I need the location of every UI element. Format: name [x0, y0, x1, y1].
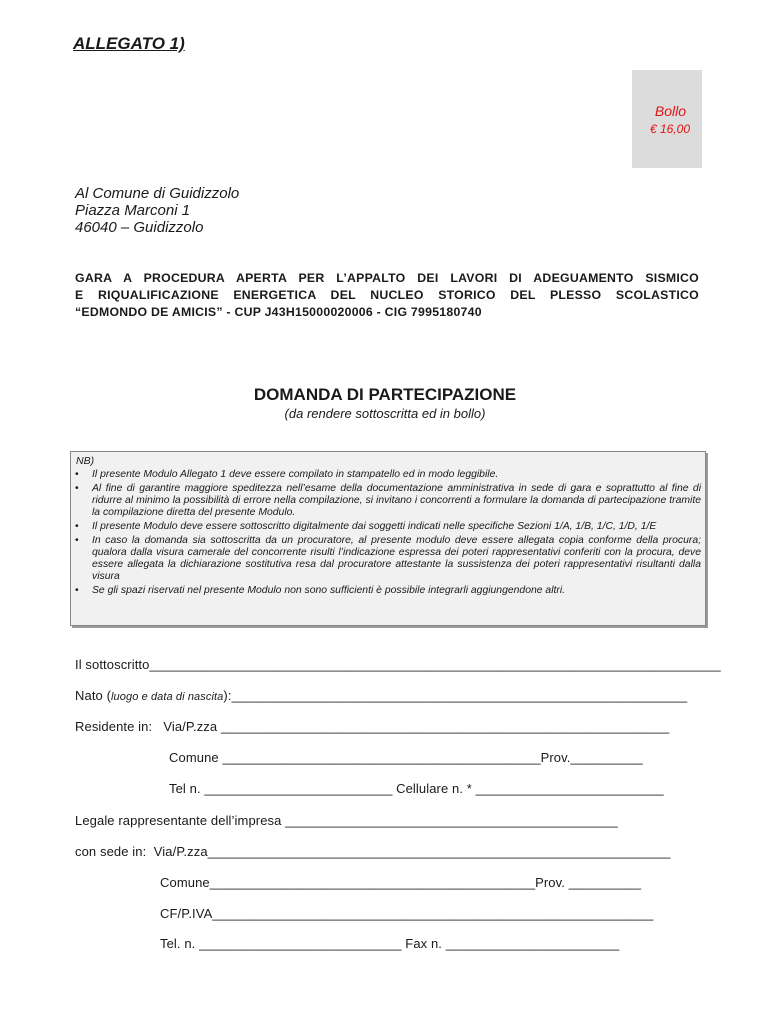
fill-line: _____________________________________________________________ [212, 906, 654, 921]
fill-line: __________ [568, 875, 642, 890]
note-item [75, 483, 701, 519]
fill-line: __________ [570, 750, 643, 765]
note-text: Se gli spazi riservati nel presente Modulo non sono sufficienti è possibile integrarli aggiungendone altri. [92, 585, 566, 596]
tender-title [75, 270, 699, 321]
field-tel[interactable] [169, 781, 664, 796]
notes-box [70, 451, 706, 626]
note-text: Al fine di garantire maggiore speditezza nell’esame della documentazione amministrativa in sede di gara e soprattutto al fine di ridurre al minimo la possibilità di errore nella compilazione, si invitano i concorrenti a formulare la domanda di partecipazione tramite la compilazione diretta del presente Modulo. [92, 483, 701, 518]
document-title: DOMANDA DI PARTECIPAZIONE [253, 385, 517, 404]
field-label: Fax n. [405, 936, 443, 951]
recipient-line: Al Comune di Guidizzolo [75, 185, 240, 202]
field-label: Residente in: [75, 719, 153, 734]
fill-line: ______________________________________________ [285, 813, 618, 828]
note-item [75, 469, 701, 481]
field-legale[interactable] [75, 813, 618, 828]
fill-line: __________________________ [204, 781, 393, 796]
field-residente[interactable] [75, 719, 669, 734]
fill-line: __________________________ [475, 781, 664, 796]
bullet-icon: • [75, 521, 79, 532]
note-text: In caso la domanda sia sottoscritta da un procuratore, al presente modulo deve essere allegata copia conforme della procura; qualora dalla visura camerale del concorrente risulti l’indicazione espressa dei poteri rappresentativi conferiti con la procura, deve essere allegata la dichiarazione sostitutiva resa dal procuratore attestante la sussistenza dei poteri rappresentativi risultanti dalla visura [92, 535, 701, 582]
field-label: Via/P.zza [163, 719, 218, 734]
field-label: Comune [169, 750, 219, 765]
bullet-icon: • [75, 469, 79, 480]
field-label: Nato ( [75, 688, 112, 703]
note-text: Il presente Modulo Allegato 1 deve essere compilato in stampatello ed in modo leggibile. [92, 469, 499, 480]
note-item [75, 585, 701, 597]
tender-title-line: E RIQUALIFICAZIONE ENERGETICA DEL NUCLEO STORICO DEL PLESSO SCOLASTICO [75, 288, 699, 302]
bollo-amount: € 16,00 [649, 122, 690, 136]
field-label: Prov. [540, 750, 571, 765]
field-sede-tel[interactable] [160, 936, 619, 951]
bollo-label: Bollo [654, 103, 686, 119]
field-comune[interactable] [169, 750, 643, 765]
field-sottoscritto[interactable] [75, 657, 721, 672]
document-subtitle: (da rendere sottoscritta ed in bollo) [284, 406, 486, 421]
field-hint: luogo e data di nascita [111, 691, 224, 703]
notes-title: NB) [76, 455, 95, 467]
tender-title-line: “EDMONDO DE AMICIS” - CUP J43H15000020006 - CIG 7995180740 [75, 305, 482, 319]
recipient-address [75, 185, 239, 236]
field-label: Legale rappresentante dell’impresa [75, 813, 282, 828]
fill-line: ______________________________________________________________ [220, 719, 670, 734]
field-sede-comune[interactable] [160, 875, 641, 890]
field-sede[interactable] [75, 844, 670, 859]
field-cf[interactable] [160, 906, 653, 921]
field-label: Prov. [535, 875, 565, 890]
fill-line: ________________________ [445, 936, 620, 951]
field-label: Comune [160, 875, 210, 890]
bullet-icon: • [75, 585, 79, 596]
bollo-stamp-box [632, 70, 702, 168]
field-label: Via/P.zza [153, 844, 208, 859]
note-item [75, 535, 701, 583]
fill-line: _______________________________________________________________ [231, 688, 688, 703]
notes-list [75, 469, 701, 599]
recipient-line: 46040 – Guidizzolo [75, 219, 204, 236]
field-label: Il sottoscritto [75, 657, 150, 672]
bullet-icon: • [75, 535, 79, 546]
fill-line: _____________________________________________ [209, 875, 536, 890]
fill-line: ____________________________________________ [222, 750, 541, 765]
field-nato[interactable] [75, 688, 687, 703]
field-label: con sede in: [75, 844, 147, 859]
fill-line: _______________________________________________________________________________ [149, 657, 721, 672]
fill-line: ________________________________________________________________ [207, 844, 671, 859]
note-text: Il presente Modulo deve essere sottoscritto digitalmente dai soggetti indicati nelle specifiche Sezioni 1/A, 1/B, 1/C, 1/D, 1/E [92, 521, 657, 532]
bullet-icon: • [75, 483, 79, 494]
fill-line: ____________________________ [199, 936, 402, 951]
field-label: Tel n. [169, 781, 201, 796]
field-label: Tel. n. [160, 936, 196, 951]
note-item [75, 521, 701, 533]
recipient-line: Piazza Marconi 1 [75, 202, 191, 219]
tender-title-line: GARA A PROCEDURA APERTA PER L’APPALTO DEI LAVORI DI ADEGUAMENTO SISMICO [75, 271, 699, 285]
field-label: ): [223, 688, 232, 703]
allegato-heading: ALLEGATO 1) [73, 34, 185, 53]
field-label: CF/P.IVA [160, 906, 213, 921]
field-label: Cellulare n. * [396, 781, 472, 796]
